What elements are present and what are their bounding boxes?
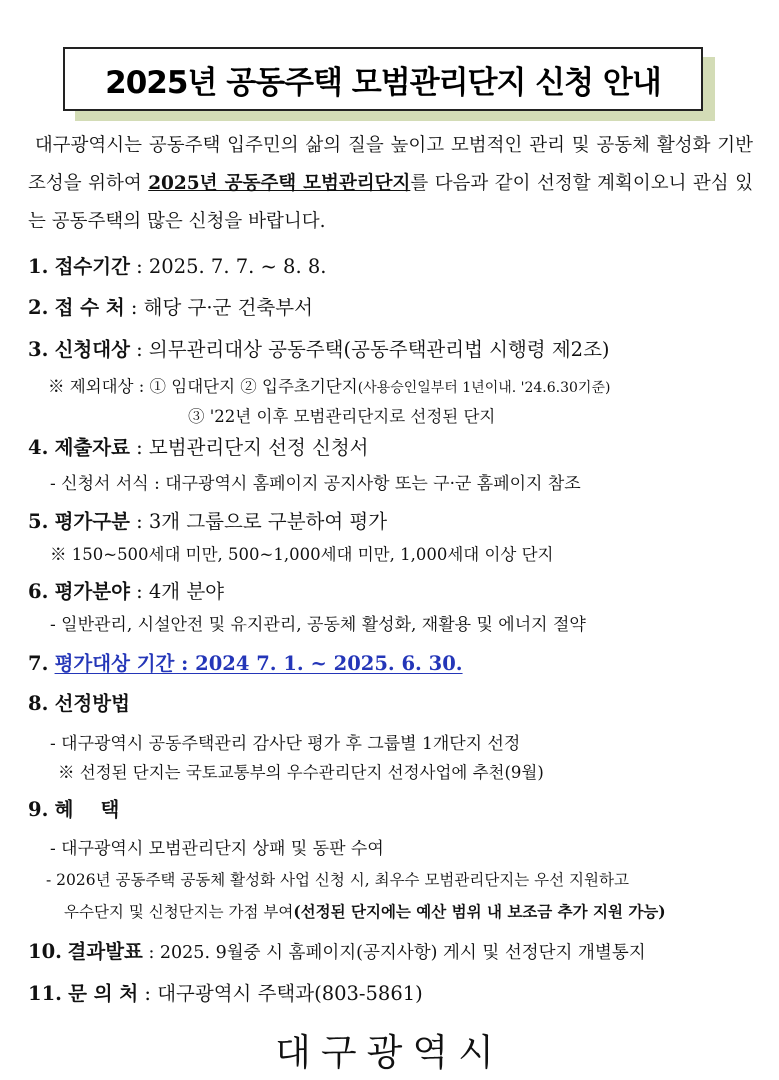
item-9 (28, 794, 119, 822)
item-8-sub: - 대구광역시 공동주택관리 감사단 평가 후 그룹별 1개단지 선정 (50, 734, 521, 754)
item-7 (28, 648, 463, 676)
page-title: 2025년 공동주택 모범관리단지 신청 안내 (105, 64, 661, 101)
intro-part1: 대구광역시는 공동주택 입주민의 삶의 질을 높이고 모범적인 관리 및 공동체 활성화 기반 조성을 위하여 (28, 135, 753, 194)
item-2-value: 해당 구·군 건축부서 (143, 296, 313, 319)
item-6 (28, 576, 224, 604)
title-frame (63, 47, 703, 111)
item-9-number: 9. (28, 798, 49, 821)
item-4-sub: - 신청서 서식 : 대구광역시 홈페이지 공지사항 또는 구·군 홈페이지 참조 (50, 474, 581, 494)
item-1 (28, 251, 326, 279)
item-2-label: 접 수 처 (54, 296, 125, 319)
item-11-sep: : (138, 982, 158, 1005)
item-3-note-1 (48, 373, 610, 397)
item-8-note: ※ 선정된 단지는 국토교통부의 우수관리단지 선정사업에 추천(9월) (58, 763, 544, 782)
item-8 (28, 688, 130, 716)
item-10-value: 2025. 9월중 시 홈페이지(공지사항) 게시 및 선정단지 개별통지 (159, 943, 646, 963)
item-9-sub-3-text: 우수단지 및 신청단지는 가점 부여 (64, 903, 294, 921)
intro-emphasis: 2025년 공동주택 모범관리단지 (148, 173, 411, 194)
item-5-note: ※ 150~500세대 미만, 500~1,000세대 미만, 1,000세대 이상 단지 (50, 545, 554, 564)
item-3-sep: : (129, 338, 149, 361)
item-5-number: 5. (28, 510, 49, 533)
item-9-label: 혜 택 (54, 798, 120, 821)
item-9-sub-1: - 대구광역시 모범관리단지 상패 및 동판 수여 (50, 839, 384, 859)
issuer-footer: 대구광역시 (275, 1031, 504, 1074)
item-5-value: 3개 그룹으로 구분하여 평가 (148, 510, 388, 533)
item-7-text: 평가대상 기간 : 2024 7. 1. ~ 2025. 6. 30. (54, 652, 463, 675)
item-3-note-2: ③ '22년 이후 모범관리단지로 선정된 단지 (188, 407, 496, 426)
item-3-number: 3. (28, 338, 49, 361)
item-10-sep: : (142, 943, 160, 963)
item-8-label: 선정방법 (54, 692, 130, 715)
item-10-number: 10. (28, 940, 62, 963)
item-2-sep: : (124, 296, 144, 319)
item-10-label: 결과발표 (67, 940, 143, 963)
item-1-value: 2025. 7. 7. ~ 8. 8. (148, 255, 327, 278)
item-6-number: 6. (28, 580, 49, 603)
item-1-sep: : (129, 255, 149, 278)
item-2-number: 2. (28, 296, 49, 319)
item-3-label: 신청대상 (54, 338, 130, 361)
item-3 (28, 334, 610, 362)
item-1-label: 접수기간 (54, 255, 130, 278)
item-6-sub: - 일반관리, 시설안전 및 유지관리, 공동체 활성화, 재활용 및 에너지 절약 (50, 615, 586, 635)
item-6-sep: : (129, 580, 149, 603)
item-4-label: 제출자료 (54, 436, 130, 459)
item-11-value: 대구광역시 주택과(803-5861) (157, 982, 423, 1005)
item-5-sep: : (129, 510, 149, 533)
item-11-number: 11. (28, 982, 62, 1005)
item-3-value: 의무관리대상 공동주택(공동주택관리법 시행령 제2조) (148, 338, 610, 361)
item-7-number: 7. (28, 652, 49, 675)
item-9-sub-3-bold: (선정된 단지에는 예산 범위 내 보조금 추가 지원 가능) (293, 902, 666, 921)
item-4-number: 4. (28, 436, 49, 459)
item-4 (28, 432, 369, 460)
item-6-label: 평가분야 (54, 580, 130, 603)
item-4-sep: : (129, 436, 149, 459)
item-8-number: 8. (28, 692, 49, 715)
item-3-note-1-text: ※ 제외대상 : ① 임대단지 ② 입주초기단지 (48, 377, 358, 396)
item-1-number: 1. (28, 255, 49, 278)
item-9-sub-2: - 2026년 공동주택 공동체 활성화 사업 신청 시, 최우수 모범관리단지는 우선 지원하고 (46, 871, 629, 889)
title-box (63, 47, 703, 111)
item-10 (28, 936, 646, 964)
item-2 (28, 292, 313, 320)
intro-part2: 를 다음과 같이 선정할 계획이오니 관심 있는 공동주택의 많은 신청을 바랍니다. (28, 173, 754, 232)
item-11-label: 문 의 처 (68, 982, 139, 1005)
item-5 (28, 506, 387, 534)
item-4-value: 모범관리단지 선정 신청서 (148, 436, 369, 459)
item-9-sub-3 (64, 900, 666, 922)
intro-paragraph (28, 127, 753, 241)
item-6-value: 4개 분야 (148, 580, 225, 603)
item-3-note-1-small: (사용승인일부터 1년이내. '24.6.30기준) (357, 380, 611, 396)
item-11 (28, 978, 423, 1006)
item-5-label: 평가구분 (54, 510, 130, 533)
